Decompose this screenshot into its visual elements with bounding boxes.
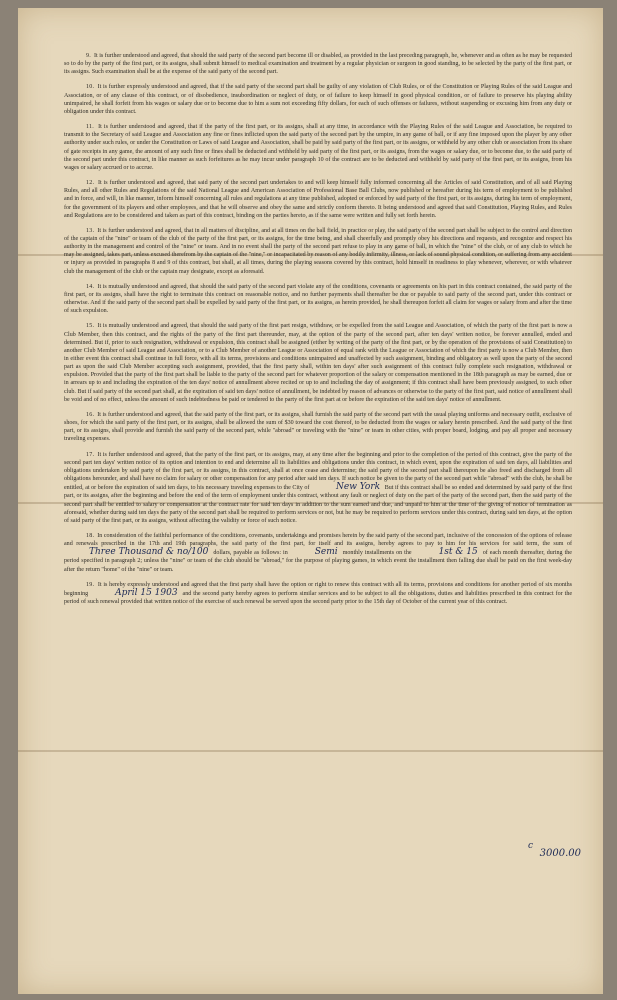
paragraph-19: 19. It is hereby expressly understood and agreed that the first party shall have the option or right to renew this contract with all its terms, provisions and conditions for another period of six months beginning April 15 1903 and the second party hereby agrees to perform similar services and to be subject to all the obligations, duties and liabilities prescribed in this contract for the period of such renewal provided that written notice of the exercise of such renewal be served upon the second party prior to the 15th day of October of the current year of this contract.	[64, 581, 573, 606]
paragraph-18: 18. In consideration of the faithful performance of the conditions, covenants, undertakings and promises herein by the said party of the second part, inclusive of the concession of the options of release and renewals prescribed in the 17th and 19th paragraphs, the said party of the first part, for itself and its assigns, hereby agrees to pay to him for his services for said term, the sum of Three Thousand & no/100 dollars, payable as follows: in Semi monthly installments on the 1st & 15 of each month thereafter, during the period specified in paragraph 2; unless the "nine" or team of the club should be "abroad," for the purpose of playing games, in which event the installment then falling due shall be paid on the first week-day after the return "home" of the "nine" or team.	[64, 532, 572, 573]
contract-body	[64, 52, 572, 613]
paragraph-16: 16. It is further understood and agreed, that the said party of the first part, or its assigns, shall furnish the said party of the second part with the usual playing uniforms and necessary outfit, exclusive of shoes, for which the said party of the first part, or its assigns, shall be allowed the sum of $30 toward the cost thereof, to be deducted from the wages or salary herein prescribed. And the said party of the first part, or its assigns, shall provide and furnish the said party of the second part, while "abroad" or traveling with the "nine" or team in other cities, with proper board, lodging, and pay all proper and necessary traveling expenses.	[64, 411, 573, 443]
paragraph-13: 13. It is further understood and agreed, that in all matters of discipline, and at all times on the ball field, in practice or play, the said party of the second part shall be subject to the control and direction of the captain of the "nine" or team of the club of the party of the first part, or its assigns, for the time being, and shall cheerfully and promptly obey his directions and requests, and recognize and respect his authority in the management and control of the "nine" or team. And in no event shall the party of the second part refuse to play in any game of ball, in which the "nine" of the club, or of any club to which he may be assigned, takes part, unless excused therefrom by the captain of the "nine," or incapacitated by reason of any bodily infirmity, illness, or lack of sound physical condition, or suffering from any accident or injury as provided in paragraphs 8 and 9 of this contract, but shall, at all times, during the playing seasons covered by this contract, hold himself in readiness to play whenever, wherever, or with whatever club the management of the club or the captain may designate, except as aforesaid.	[64, 227, 572, 275]
contract-page	[18, 8, 603, 994]
paragraph-11: 11. It is further understood and agreed, that if the party of the first part, or its assigns, shall at any time, in accordance with the Playing Rules of the said League and Association, be required to transmit to the Secretary of said League and Association any fine or fines inflicted upon the said party of the second part by the umpire, in any game of ball, or if any fine imposed upon the player by any other authority under such rules, or under the Constitution or Laws of said League and Association, shall be paid by said party of the first part, or its assigns, or withheld by any other club or association from its share of gate receipts in any game, the amount of any such fine or fines shall be deducted and withheld by said party of the first part, or its assigns, from the wages or salary due, or to become due, to the said party of the second part under this contract, in like manner as such forfeitures as he may incur under paragraph 10 of the contract are to be deducted and withheld by said party of the first part, or its assigns, from his wages or salary accrued or to accrue.	[64, 124, 572, 171]
handwritten-renewal-date: April 15 1903	[115, 587, 178, 598]
paragraph-15: 15. It is mutually understood and agreed, that should the said party of the first part resign, withdraw, or be expelled from the said League and Association, of which the party of the first part is now a Club Member, then this contract, and the rights of the party of the first part thereunder, may, at the option of the party of the second part, after ten days' written notice, be forever annulled, ended and determined. But if, prior to such resignation, withdrawal or expulsion, this contract shall be assigned (either by writing of the party of the first part, or by the operation of the provisions of said Constitution) to another Club Member of said League and Association, or to a Club Member of another League or Association of equal rank with the League or Association of which the first party is now a Club Member, then in either event this contract shall continue in full force, with all its terms, provisions and conditions unimpaired and unaffected by such assignment, binding and obligatory as well upon the party of the second part as upon the said Club Member accepting such assignment, provided, that the first party shall, within ten days' after such assignment of this contract fully complete such resignation, withdrawal or expulsion. Provided that the party of the first part shall be liable to the party of the second part for whatever proportion of the salary or compensation mentioned in the 18th paragraph as may be earned, due or in arrears up to and including the expiration of the ten days' notice of annullment above recited or up to and including the day of assignment; if this contract shall have been previously assigned, to such other club. But if said party of the second part shall, at the expiration of said ten days' notice of annullment, be indebted by reason of advances or otherwise to the party of the first part, said notice of annullment shall be void and of no effect, unless the amount of such indebtedness be paid or tendered to the party of the first part at or before the expiration of the said ten days' notice of annullment.	[64, 323, 572, 403]
handwritten-salary: Three Thousand & no/100	[89, 547, 209, 558]
handwritten-pay-days: 1st & 15	[438, 547, 478, 558]
paragraph-12: 12. It is further understood and agreed, that said party of the second part undertakes to and will keep himself fully informed concerning all the Articles of said Constitution, and of all said Playing Rules, and all other Rules and Regulations of the said National League and American Association of Professional Base Ball Clubs, now published or hereafter during his term of employment to be published and in force, and will, in like manner, inform himself concerning all rules and regulations at any time published, adopted or enforced by said party of the first part, or its assigns, during his term of employment, for the government of its players and other employees, and that he will observe and obey the same and strictly conform thereto. It being understood and agreed that said Constitution, Playing Rules, and Rules and Regulations are to be considered and taken as part of this contract, binding on the parties hereto, as if the same were written and fully set forth herein.	[64, 180, 572, 219]
margin-mark: c	[527, 841, 533, 851]
paragraph-14: 14. It is mutually understood and agreed, that should the said party of the second part violate any of the conditions, covenants or agreements on his part in this contract contained, the said party of the first part, or its assigns, shall have the right to terminate this contract on reasonable notice, and no further payments shall thereafter be due or payable to said party of the second part, under this contract or otherwise. And if the said party of the second part shall be expelled by said party of the first part, or its assigns, as herein provided, he shall thereupon forfeit all claim for wages or salary from and after the time of such expulsion.	[64, 283, 572, 315]
handwritten-installment-type: Semi	[314, 547, 338, 558]
fold-line	[18, 750, 603, 752]
paragraph-9: 9. It is further understood and agreed, that should the said party of the second part become ill or disabled, as provided in the last preceding paragraph, he, whenever and as often as he may be requested so to do by the party of the first part, or its assigns, shall submit himself to medical examination and treatment by a regular physician or surgeon in good standing, to be selected by the party of the first part, or its assigns. Such examination shall be at the expense of the said party of the second part.	[64, 53, 572, 76]
paragraph-10: 10. It is further expressly understood and agreed, that if the said party of the second part shall be guilty of any violation of Club Rules, or of the Constitution or Playing Rules of the said League and Association, or of any clause of this contract, or of disobedience, insubordination or neglect of duty, or of failure to keep himself in good physical condition, or of failure to preserve his playing ability unimpaired, he shall forfeit from his wages or salary due or to become due to him a sum not exceeding fifty dollars, for each of such offenses or failures, without suspending or excusing him from any duty or obligation under this contract.	[64, 84, 572, 115]
margin-amount: 3000.00	[539, 848, 581, 859]
paragraph-17: 17. It is further understood and agreed, that the party of the first part, or its assigns, may, at any time after the beginning and prior to the completion of the period of this contract, give the party of the second part ten days' written notice of its option and intention to end and determine all its liabilities and obligations under this contract, in which event, upon the expiration of said ten days, all liabilities and obligations undertaken by said party of the first part, or its assigns, in this contract, shall at once cease and determine; the said party of the second part shall thereupon be also freed and discharged from all obligations hereunder, and shall have no claim for salary or other compensation for any period after said ten days. If such notice be given to the party of the second part while "abroad" with the club, he shall be entitled, at or before the expiration of said ten days, to his necessary traveling expenses to the City of New York But if this contract shall be so ended and determined by said party of the first part, or its assigns, after the beginning and before the end of the term of employment under this contract, without any fault or neglect of duty on the part of the party of the second part, then the said party of the second part shall be entitled to salary or compensation at the contract rate for said ten days in addition to the sum earned and due, and unpaid to him at the time of the giving of notice of termination as aforesaid, whether during said ten days the party of the second part shall be required to perform services or not, but he may be required to perform services under this contract, during said ten days, at the option of said party of the first part, or its assigns, without affecting the validity or force of such notice.	[64, 451, 573, 524]
handwritten-city: New York	[336, 482, 381, 493]
